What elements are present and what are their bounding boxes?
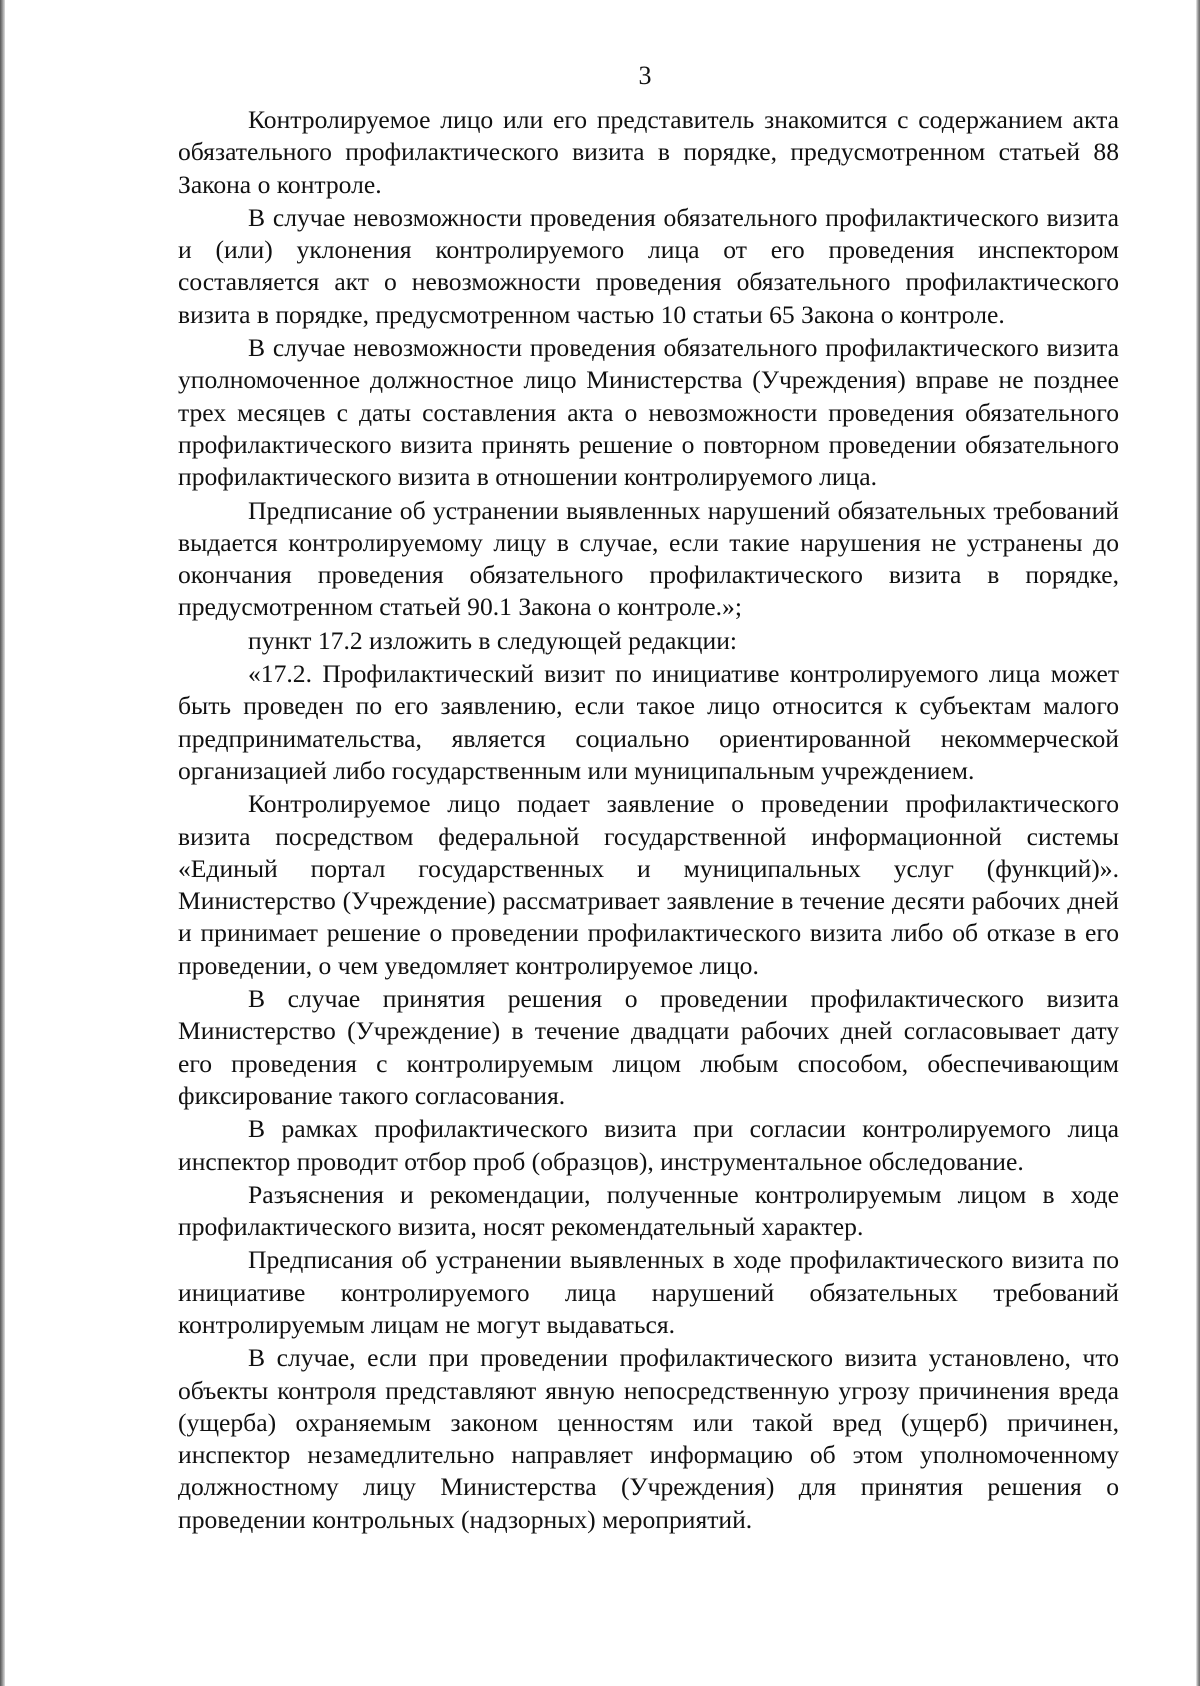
scan-edge-right (1196, 0, 1200, 1686)
paragraph: В рамках профилактического визита при согласии контролируемого лица инспектор проводит отбор проб (образцов), инструментальное обследование. (178, 1114, 1119, 1176)
paragraph: Контролируемое лицо или его представитель знакомится с содержанием акта обязательного профилактического визита в порядке, предусмотренном статьей 88 Закона о контроле. (178, 105, 1119, 199)
scan-edge-left (0, 0, 5, 1686)
paragraph: В случае принятия решения о проведении профилактического визита Министерство (Учреждение) в течение двадцати рабочих дней согласовывает дату его проведения с контролируемым лицом любым способом, обеспечивающим фиксирование такого согласования. (178, 984, 1119, 1110)
paragraph: В случае невозможности проведения обязательного профилактического визита и (или) уклонения контролируемого лица от его проведения инспектором составляется акт о невозможности проведения обязательного профилактического визита в порядке, предусмотренном частью 10 статьи 65 Закона о контроле. (178, 202, 1119, 329)
page-number: 3 (638, 61, 652, 90)
paragraph: «17.2. Профилактический визит по инициативе контролируемого лица может быть проведен по его заявлению, если такое лицо относится к субъектам малого предпринимательства, является социально ориентированной некоммерческой организацией либо государственным или муниципальным учреждением. (178, 659, 1119, 785)
document-body (178, 104, 1119, 1537)
paragraph: Контролируемое лицо подает заявление о проведении профилактического визита посредством федеральной государственной информационной системы «Единый портал государственных и муниципальных услуг (функций)». Министерство (Учреждение) рассматривает заявление в течение десяти рабочих дней и принимает решение о проведении профилактического визита либо об отказе в его проведении, о чем уведомляет контролируемое лицо. (178, 789, 1119, 980)
paragraph: Предписания об устранении выявленных в ходе профилактического визита по инициативе контролируемого лица нарушений обязательных требований контролируемым лицам не могут выдаваться. (178, 1245, 1119, 1339)
paragraph: В случае невозможности проведения обязательного профилактического визита уполномоченное должностное лицо Министерства (Учреждения) вправе не позднее трех месяцев с даты составления акта о невозможности проведения обязательного профилактического визита принять решение о повторном проведении обязательного профилактического визита в отношении контролируемого лица. (178, 333, 1119, 492)
paragraph: Предписание об устранении выявленных нарушений обязательных требований выдается контролируемому лицу в случае, если такие нарушения не устранены до окончания проведения обязательного профилактического визита в порядке, предусмотренном статьей 90.1 Закона о контроле.»; (178, 495, 1119, 622)
paragraph: пункт 17.2 изложить в следующей редакции: (248, 625, 738, 655)
paragraph: В случае, если при проведении профилактического визита установлено, что объекты контроля представляют явную непосредственную угрозу причинения вреда (ущерба) охраняемым законом ценностям или такой вред (ущерб) причинен, инспектор незамедлительно направляет информацию об этом уполномоченному должностному лицу Министерства (Учреждения) для принятия решения о проведении контрольных (надзорных) мероприятий. (178, 1343, 1119, 1534)
paragraph: Разъяснения и рекомендации, полученные контролируемым лицом в ходе профилактического визита, носят рекомендательный характер. (178, 1179, 1119, 1242)
